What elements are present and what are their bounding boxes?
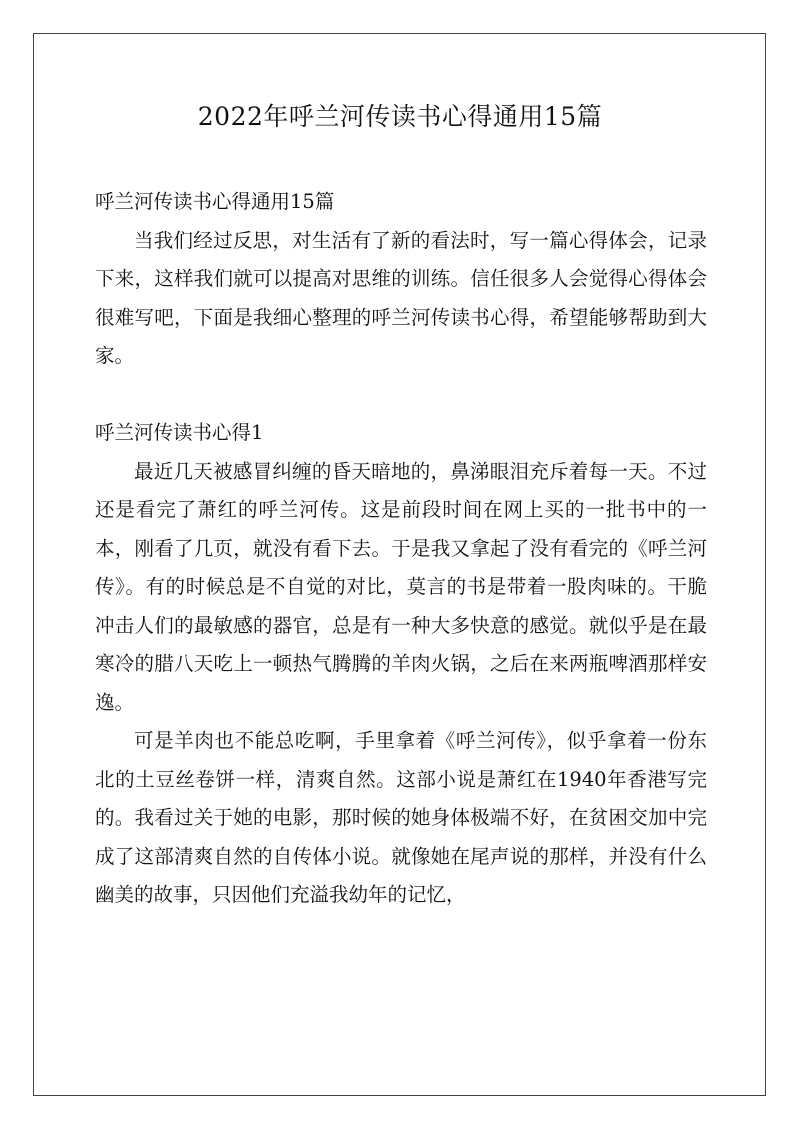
section-heading: 呼兰河传读书心得1 [95, 421, 264, 444]
intro-paragraph: 当我们经过反思，对生活有了新的看法时，写一篇心得体会，记录下来，这样我们就可以提高对思维的训练。信任很多人会觉得心得体会很难写吧，下面是我细心整理的呼兰河传读书心得，希望能够帮助到大家。 [95, 228, 707, 367]
body-paragraph-2: 可是羊肉也不能总吃啊，手里拿着《呼兰河传》，似乎拿着一份东北的土豆丝卷饼一样，清爽自然。这部小说是萧红在1940年香港写完的。我看过关于她的电影，那时候的她身体极端不好，在贫困交加中完成了这部清爽自然的自传体小说。就像她在尾声说的那样，并没有什么幽美的故事，只因他们充溢我幼年的记忆， [95, 729, 707, 906]
document-subtitle: 呼兰河传读书心得通用15篇 [95, 190, 335, 213]
section-spacer [95, 376, 707, 415]
document-title: 2022年呼兰河传读书心得通用15篇 [197, 102, 603, 131]
body-paragraph-1: 最近几天被感冒纠缠的昏天暗地的，鼻涕眼泪充斥着每一天。不过还是看完了萧红的呼兰河传。这是前段时间在网上买的一批书中的一本，刚看了几页，就没有看下去。于是我又拿起了没有看完的《呼兰河传》。有的时候总是不自觉的对比，莫言的书是带着一股肉味的。干脆冲击人们的最敏感的器官，总是有一种大多快意的感觉。就似乎是在最寒冷的腊八天吃上一顿热气腾腾的羊肉火锅，之后在来两瓶啤酒那样安逸。 [95, 459, 707, 714]
document-body [95, 183, 707, 915]
